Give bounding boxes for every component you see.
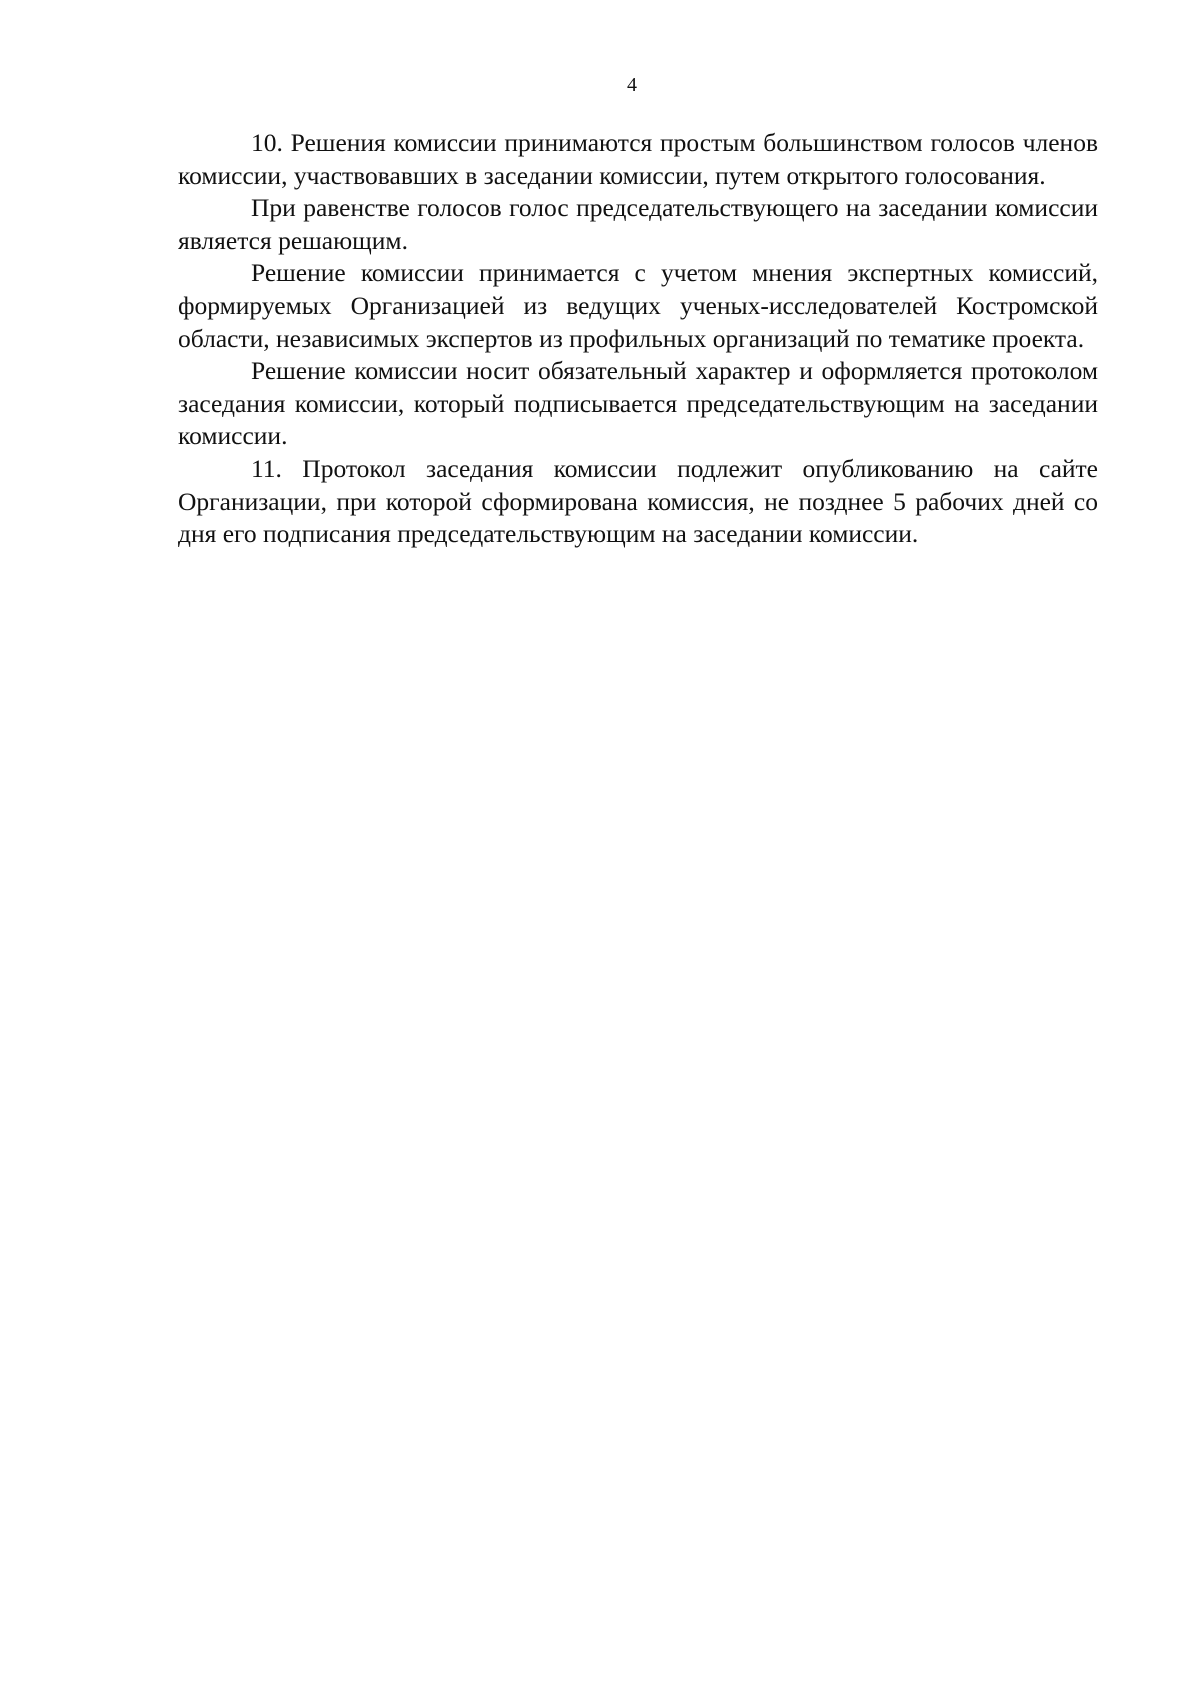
paragraph-tie-vote: При равенстве голосов голос председательствующего на заседании комиссии является решающим. bbox=[178, 193, 1098, 255]
document-body bbox=[178, 127, 1098, 551]
paragraph-expert-opinion: Решение комиссии принимается с учетом мнения экспертных комиссий, формируемых Организацией из ведущих ученых-исследователей Костромской области, независимых экспертов из профильных организаций по тематике проекта. bbox=[178, 258, 1098, 353]
paragraph-protocol-publication: 11. Протокол заседания комиссии подлежит опубликованию на сайте Организации, при которой сформирована комиссия, не позднее 5 рабочих дней со дня его подписания председательствующим на заседании комиссии. bbox=[178, 453, 1098, 549]
page-number: 4 bbox=[627, 74, 637, 96]
paragraph-binding-decision: Решение комиссии носит обязательный характер и оформляется протоколом заседания комиссии, который подписывается председательствующим на заседании комиссии. bbox=[178, 356, 1098, 451]
paragraph-decision-voting: 10. Решения комиссии принимаются простым большинством голосов членов комиссии, участвовавших в заседании комиссии, путем открытого голосования. bbox=[178, 128, 1098, 190]
